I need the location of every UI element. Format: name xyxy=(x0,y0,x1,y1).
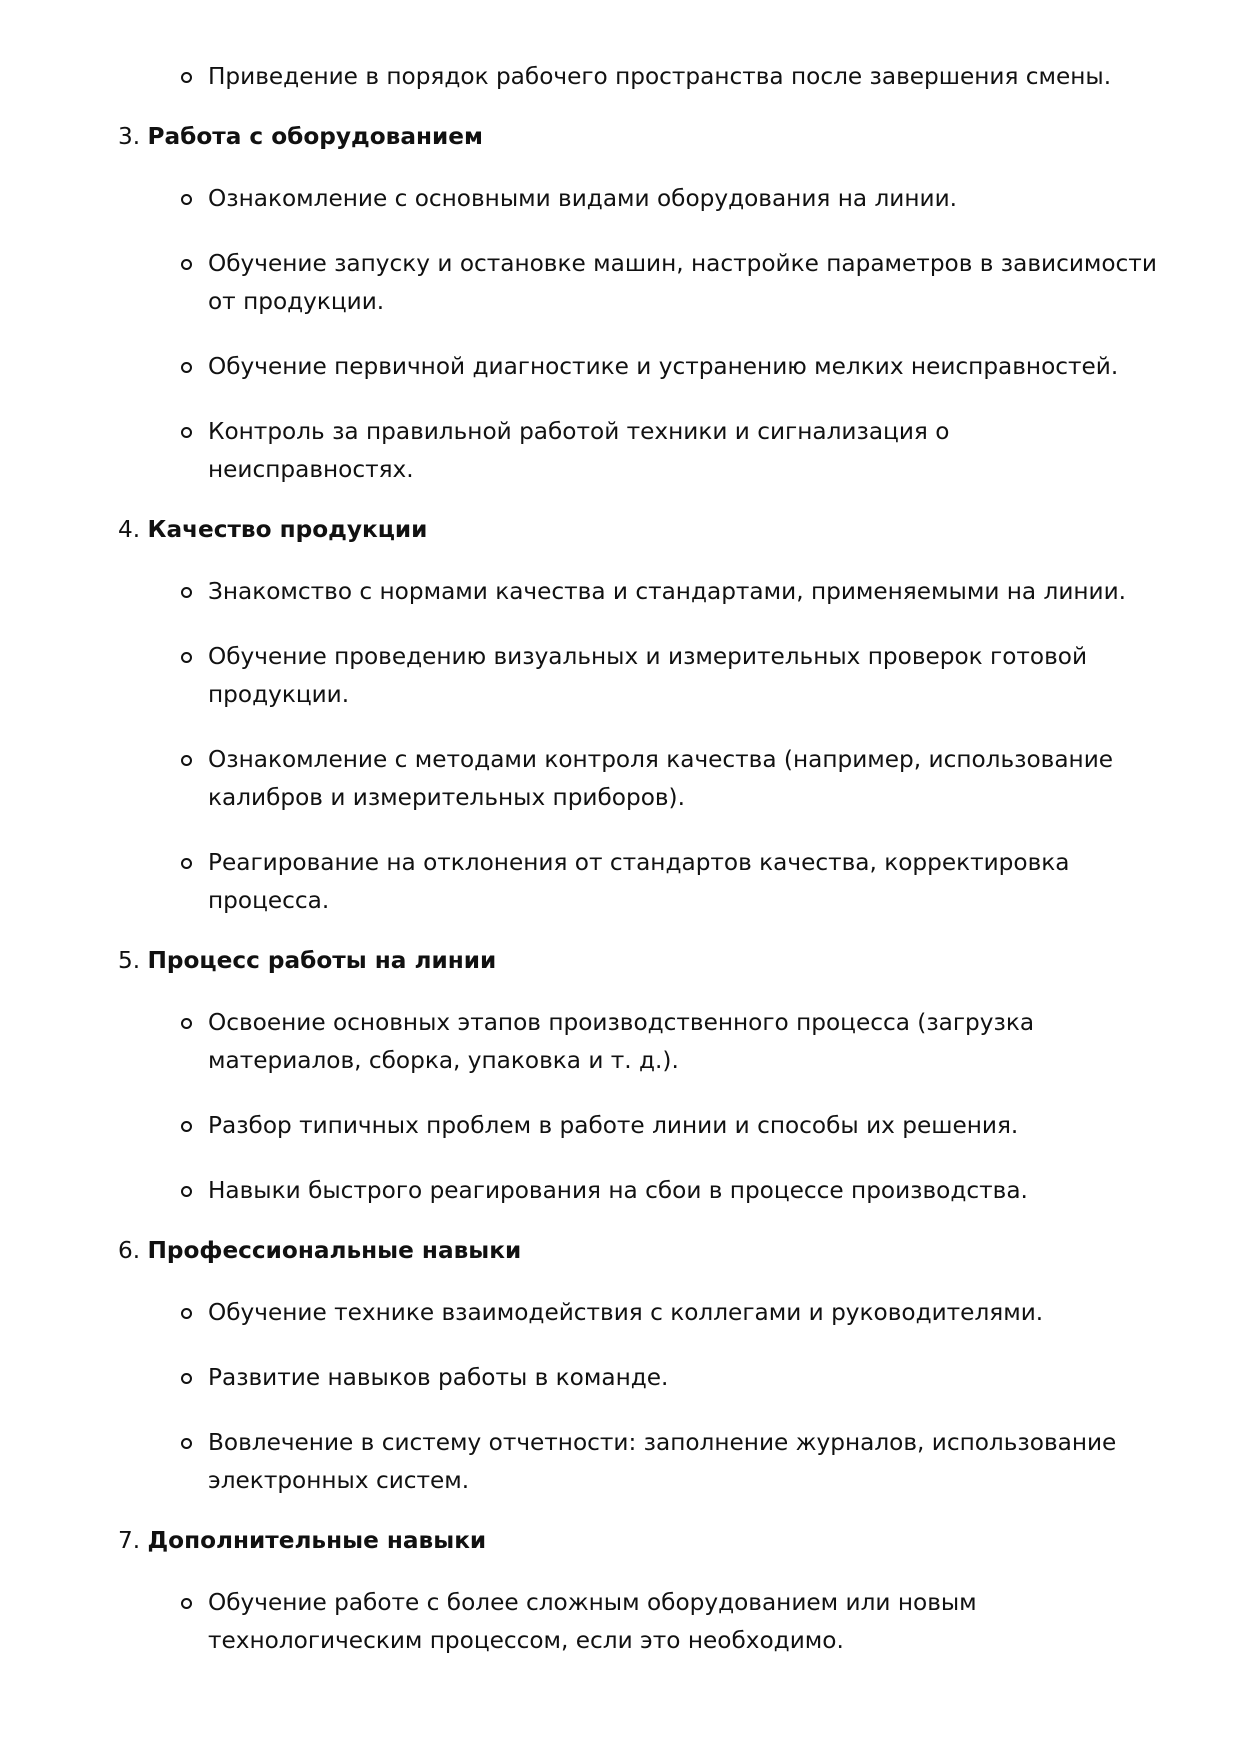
section-items xyxy=(118,1584,1158,1660)
document-body xyxy=(118,58,1158,1682)
list-item-text: Обучение первичной диагностике и устранению мелких неисправностей. xyxy=(208,353,1119,380)
list-item-text: Контроль за правильной работой техники и сигнализация о неисправностях. xyxy=(208,418,950,483)
section-title: Качество продукции xyxy=(147,516,428,543)
circle-bullet-icon xyxy=(181,1186,192,1197)
circle-bullet-icon xyxy=(181,1373,192,1384)
circle-bullet-icon xyxy=(181,1438,192,1449)
list-item-text: Реагирование на отклонения от стандартов качества, корректировка процесса. xyxy=(208,849,1070,914)
section-heading xyxy=(118,118,1158,156)
list-item xyxy=(208,1004,1158,1080)
circle-bullet-icon xyxy=(181,1018,192,1029)
circle-bullet-icon xyxy=(181,1121,192,1132)
circle-bullet-icon xyxy=(181,72,192,83)
circle-bullet-icon xyxy=(181,652,192,663)
circle-bullet-icon xyxy=(181,1308,192,1319)
list-item-text: Навыки быстрого реагирования на сбои в процессе производства. xyxy=(208,1177,1028,1204)
list-item-text: Приведение в порядок рабочего пространства после завершения смены. xyxy=(208,63,1112,90)
section-title: Работа с оборудованием xyxy=(147,123,483,150)
list-item xyxy=(208,573,1158,611)
list-item xyxy=(208,741,1158,817)
intro-list xyxy=(118,58,1158,96)
section-items xyxy=(118,180,1158,489)
list-item xyxy=(208,413,1158,489)
list-item-text: Разбор типичных проблем в работе линии и способы их решения. xyxy=(208,1112,1019,1139)
circle-bullet-icon xyxy=(181,427,192,438)
section-heading xyxy=(118,942,1158,980)
section-professional-skills xyxy=(118,1232,1158,1500)
section-heading xyxy=(118,1522,1158,1560)
section-quality xyxy=(118,511,1158,920)
section-line-process xyxy=(118,942,1158,1210)
list-item xyxy=(208,58,1158,96)
list-item-text: Обучение работе с более сложным оборудованием или новым технологическим процессом, если это необходимо. xyxy=(208,1589,977,1654)
list-item xyxy=(208,1424,1158,1500)
list-item-text: Развитие навыков работы в команде. xyxy=(208,1364,669,1391)
section-title: Профессиональные навыки xyxy=(147,1237,522,1264)
section-number: 5. xyxy=(118,947,141,974)
list-item-text: Ознакомление с основными видами оборудования на линии. xyxy=(208,185,958,212)
circle-bullet-icon xyxy=(181,194,192,205)
list-item-text: Обучение технике взаимодействия с коллегами и руководителями. xyxy=(208,1299,1044,1326)
list-item xyxy=(208,245,1158,321)
section-items xyxy=(118,1004,1158,1210)
list-item xyxy=(208,1294,1158,1332)
list-item-text: Знакомство с нормами качества и стандартами, применяемыми на линии. xyxy=(208,578,1127,605)
section-title: Дополнительные навыки xyxy=(147,1527,487,1554)
section-items xyxy=(118,1294,1158,1500)
circle-bullet-icon xyxy=(181,362,192,373)
list-item-text: Ознакомление с методами контроля качества (например, использование калибров и измерительных приборов). xyxy=(208,746,1114,811)
list-item-text: Освоение основных этапов производственного процесса (загрузка материалов, сборка, упаковка и т. д.). xyxy=(208,1009,1035,1074)
list-item xyxy=(208,348,1158,386)
section-heading xyxy=(118,1232,1158,1270)
circle-bullet-icon xyxy=(181,858,192,869)
circle-bullet-icon xyxy=(181,755,192,766)
list-item-text: Обучение запуску и остановке машин, настройке параметров в зависимости от продукции. xyxy=(208,250,1157,315)
section-number: 6. xyxy=(118,1237,141,1264)
list-item xyxy=(208,1584,1158,1660)
circle-bullet-icon xyxy=(181,587,192,598)
section-title: Процесс работы на линии xyxy=(147,947,497,974)
section-number: 4. xyxy=(118,516,141,543)
section-heading xyxy=(118,511,1158,549)
list-item xyxy=(208,1172,1158,1210)
section-number: 3. xyxy=(118,123,141,150)
list-item-text: Обучение проведению визуальных и измерительных проверок готовой продукции. xyxy=(208,643,1088,708)
list-item xyxy=(208,180,1158,218)
section-items xyxy=(118,573,1158,920)
section-additional-skills xyxy=(118,1522,1158,1660)
list-item xyxy=(208,1107,1158,1145)
list-item xyxy=(208,844,1158,920)
circle-bullet-icon xyxy=(181,259,192,270)
list-item xyxy=(208,638,1158,714)
list-item xyxy=(208,1359,1158,1397)
section-equipment xyxy=(118,118,1158,489)
section-number: 7. xyxy=(118,1527,141,1554)
circle-bullet-icon xyxy=(181,1598,192,1609)
list-item-text: Вовлечение в систему отчетности: заполнение журналов, использование электронных систем. xyxy=(208,1429,1117,1494)
